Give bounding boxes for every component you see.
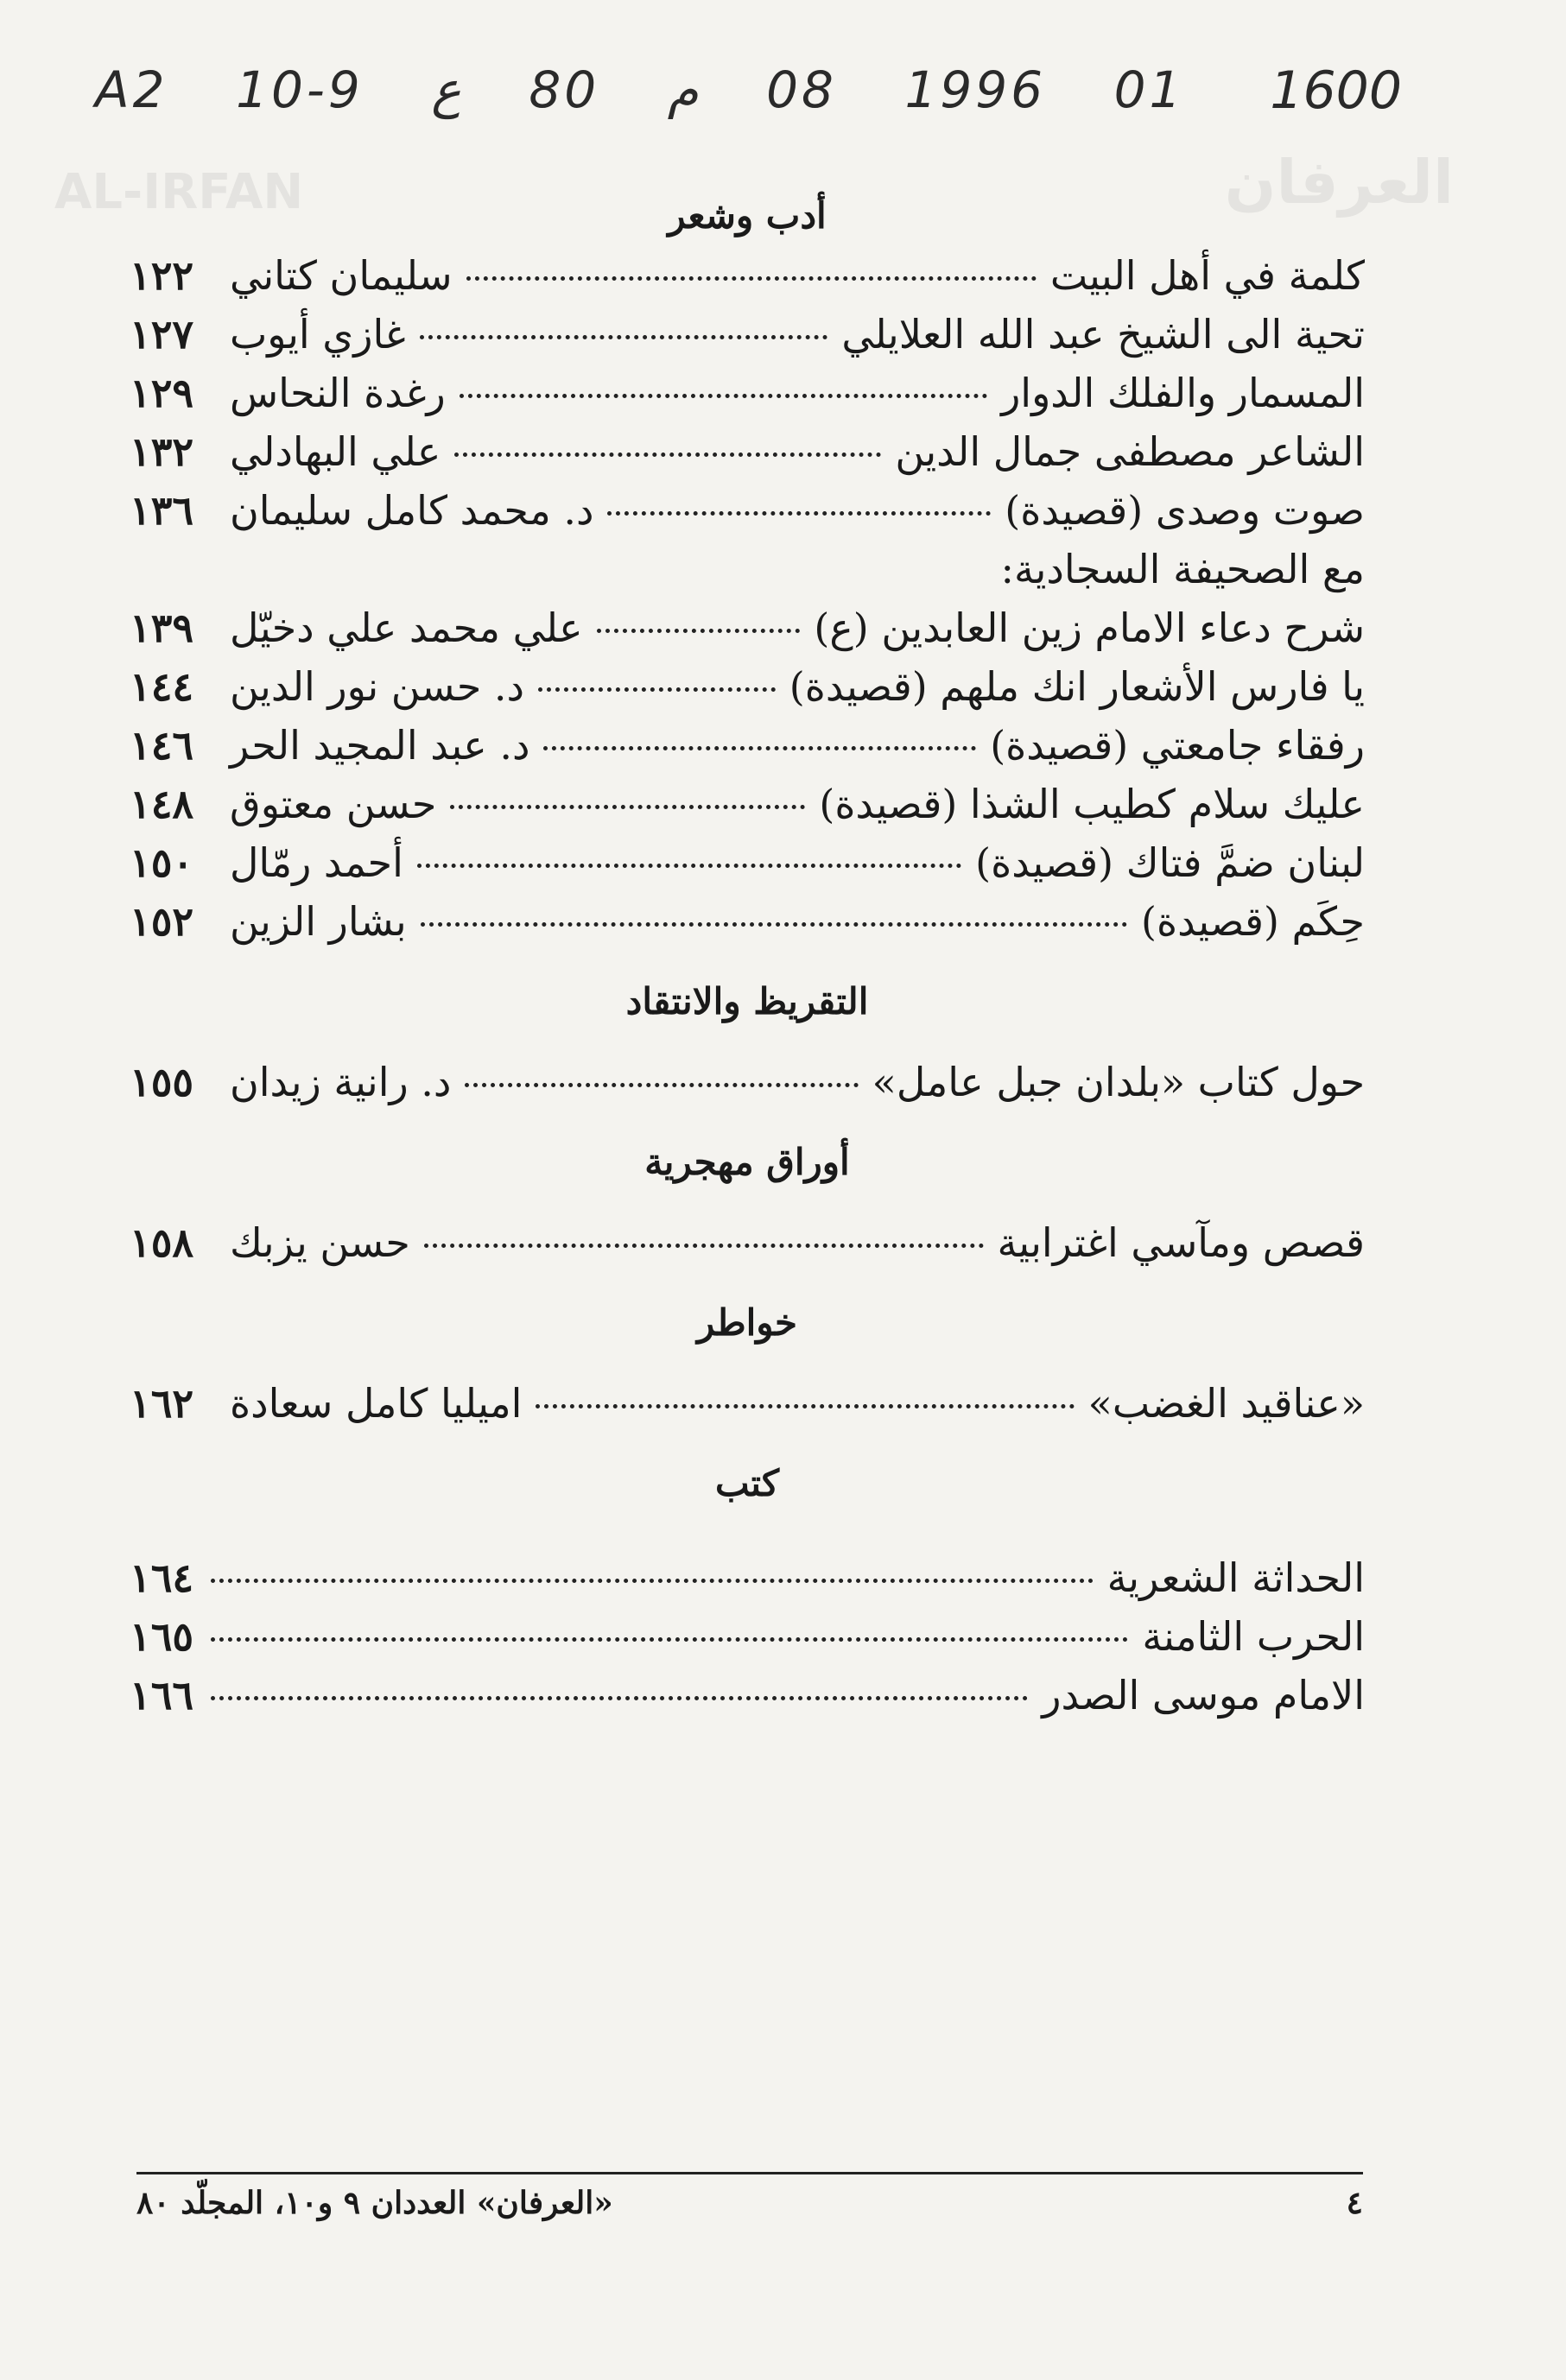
section-heading: أوراق مهجرية xyxy=(644,1141,850,1183)
toc-entry[interactable] xyxy=(130,1666,1365,1725)
hw-token: 80 xyxy=(529,60,600,119)
entry-author: حسن معتوق xyxy=(230,781,437,827)
entry-author: د. عبد المجيد الحر xyxy=(230,722,530,769)
entry-page: ١٣٩ xyxy=(130,604,194,651)
entry-page: ١٣٢ xyxy=(130,428,194,475)
entry-title: الامام موسى الصدر xyxy=(1042,1672,1365,1719)
entry-author: علي البهادلي xyxy=(230,428,441,475)
hw-token: A2 xyxy=(95,60,168,119)
hw-token: م xyxy=(667,60,699,119)
entry-title: الحرب الثامنة xyxy=(1142,1613,1365,1660)
dot-leader xyxy=(421,922,1127,927)
entry-title: حول كتاب «بلدان جبل عامل» xyxy=(872,1059,1365,1105)
dot-leader xyxy=(211,1579,1094,1583)
footer-rule xyxy=(136,2172,1363,2174)
toc-entry[interactable] xyxy=(130,833,1365,892)
dot-leader xyxy=(454,453,881,457)
entry-page: ١٥٠ xyxy=(130,839,194,886)
entry-page: ١٢٩ xyxy=(130,370,194,416)
entry-title: صوت وصدى (قصيدة) xyxy=(1005,487,1365,534)
page-number: ٤ xyxy=(1346,2185,1363,2221)
toc-entry[interactable] xyxy=(130,716,1365,775)
ghost-masthead-latin: AL-IRFAN xyxy=(54,164,304,220)
entry-author: غازي أيوب xyxy=(230,311,406,358)
dot-leader xyxy=(597,629,801,633)
entry-title: تحية الى الشيخ عبد الله العلايلي xyxy=(841,311,1365,358)
entry-page: ١٦٢ xyxy=(130,1380,194,1427)
entry-author: رغدة النحاس xyxy=(230,370,446,416)
entry-title: يا فارس الأشعار انك ملهم (قصيدة) xyxy=(789,663,1365,710)
table-of-contents xyxy=(130,186,1365,1725)
entry-title: شرح دعاء الامام زين العابدين (ع) xyxy=(814,604,1365,651)
entry-page: ١٥٢ xyxy=(130,898,194,945)
entry-title: الشاعر مصطفى جمال الدين xyxy=(895,428,1365,475)
toc-entry[interactable] xyxy=(130,598,1365,657)
hw-token: 01 xyxy=(1113,60,1185,119)
handwritten-catalog-note xyxy=(95,60,1391,119)
dot-leader xyxy=(450,805,805,809)
entry-title: كلمة في أهل البيت xyxy=(1049,252,1365,299)
entry-page: ١٣٦ xyxy=(130,487,194,534)
entry-author: حسن يزبك xyxy=(230,1219,410,1266)
entry-author: بشار الزين xyxy=(230,898,407,945)
dot-leader xyxy=(538,687,776,692)
section-heading: خواطر xyxy=(697,1301,797,1344)
section-heading: كتب xyxy=(715,1462,779,1504)
ghost-masthead-arabic: العرفان xyxy=(1224,147,1454,218)
dot-leader xyxy=(211,1696,1028,1700)
entry-author: أحمد رمّال xyxy=(230,839,403,886)
dot-leader xyxy=(466,276,1037,281)
entry-title: المسمار والفلك الدوار xyxy=(1001,370,1365,416)
entry-page: ١٦٥ xyxy=(130,1613,194,1660)
section-heading: التقريظ والانتقاد xyxy=(625,980,869,1022)
entry-author: اميليا كامل سعادة xyxy=(230,1380,523,1427)
entry-page: ١٢٧ xyxy=(130,311,194,358)
entry-page: ١٥٥ xyxy=(130,1059,194,1105)
toc-entry[interactable] xyxy=(130,422,1365,481)
dot-leader xyxy=(420,335,828,339)
entry-title: حِكَم (قصيدة) xyxy=(1141,898,1365,945)
dot-leader xyxy=(607,511,991,516)
entry-page: ١٦٤ xyxy=(130,1554,194,1601)
dot-leader xyxy=(424,1244,984,1248)
section-heading: أدب وشعر xyxy=(668,194,827,237)
toc-entry[interactable] xyxy=(130,305,1365,364)
entry-page: ١٥٨ xyxy=(130,1219,194,1266)
toc-entry[interactable] xyxy=(130,1374,1365,1433)
toc-entry[interactable] xyxy=(130,1548,1365,1607)
entry-title: عليك سلام كطيب الشذا (قصيدة) xyxy=(819,781,1365,827)
hw-token: 1996 xyxy=(904,60,1047,119)
entry-title: الحداثة الشعرية xyxy=(1106,1554,1365,1601)
entry-title: قصص ومآسي اغترابية xyxy=(997,1219,1365,1266)
hw-token: 08 xyxy=(766,60,837,119)
dot-leader xyxy=(417,864,961,868)
entry-author: د. حسن نور الدين xyxy=(230,663,525,710)
toc-entry[interactable] xyxy=(130,1053,1365,1111)
toc-entry[interactable] xyxy=(130,1607,1365,1666)
entry-title: رفقاء جامعتي (قصيدة) xyxy=(990,722,1365,769)
toc-entry[interactable] xyxy=(130,775,1365,833)
hw-token: 10-9 xyxy=(236,60,364,119)
toc-entry[interactable] xyxy=(130,657,1365,716)
dot-leader xyxy=(465,1083,858,1087)
entry-author: د. رانية زيدان xyxy=(230,1059,452,1105)
toc-entry[interactable] xyxy=(130,892,1365,951)
entry-page: ١٤٤ xyxy=(130,663,194,710)
toc-entry[interactable] xyxy=(130,481,1365,540)
dot-leader xyxy=(543,746,976,750)
entry-page: ١٢٢ xyxy=(130,252,194,299)
page-footer xyxy=(136,2172,1363,2221)
entry-page: ١٤٦ xyxy=(130,722,194,769)
handwritten-number: 1600 xyxy=(1270,60,1402,121)
entry-page: ١٦٦ xyxy=(130,1672,194,1719)
toc-entry[interactable] xyxy=(130,1213,1365,1272)
entry-page: ١٤٨ xyxy=(130,781,194,827)
entry-title: «عناقيد الغضب» xyxy=(1087,1380,1365,1427)
toc-entry[interactable] xyxy=(130,364,1365,422)
hw-token: ع xyxy=(431,60,461,119)
toc-entry[interactable] xyxy=(130,246,1365,305)
entry-title: لبنان ضمَّ فتاك (قصيدة) xyxy=(975,839,1365,886)
entry-author: علي محمد علي دخيّل xyxy=(230,604,583,651)
dot-leader xyxy=(536,1404,1074,1408)
subsection-label: مع الصحيفة السجادية: xyxy=(1000,546,1365,592)
dot-leader xyxy=(460,394,987,398)
journal-issue: «العرفان» العددان ٩ و١٠، المجلّد ٨٠ xyxy=(136,2185,613,2221)
entry-author: سليمان كتاني xyxy=(230,252,453,299)
entry-author: د. محمد كامل سليمان xyxy=(230,487,594,534)
dot-leader xyxy=(211,1637,1128,1642)
